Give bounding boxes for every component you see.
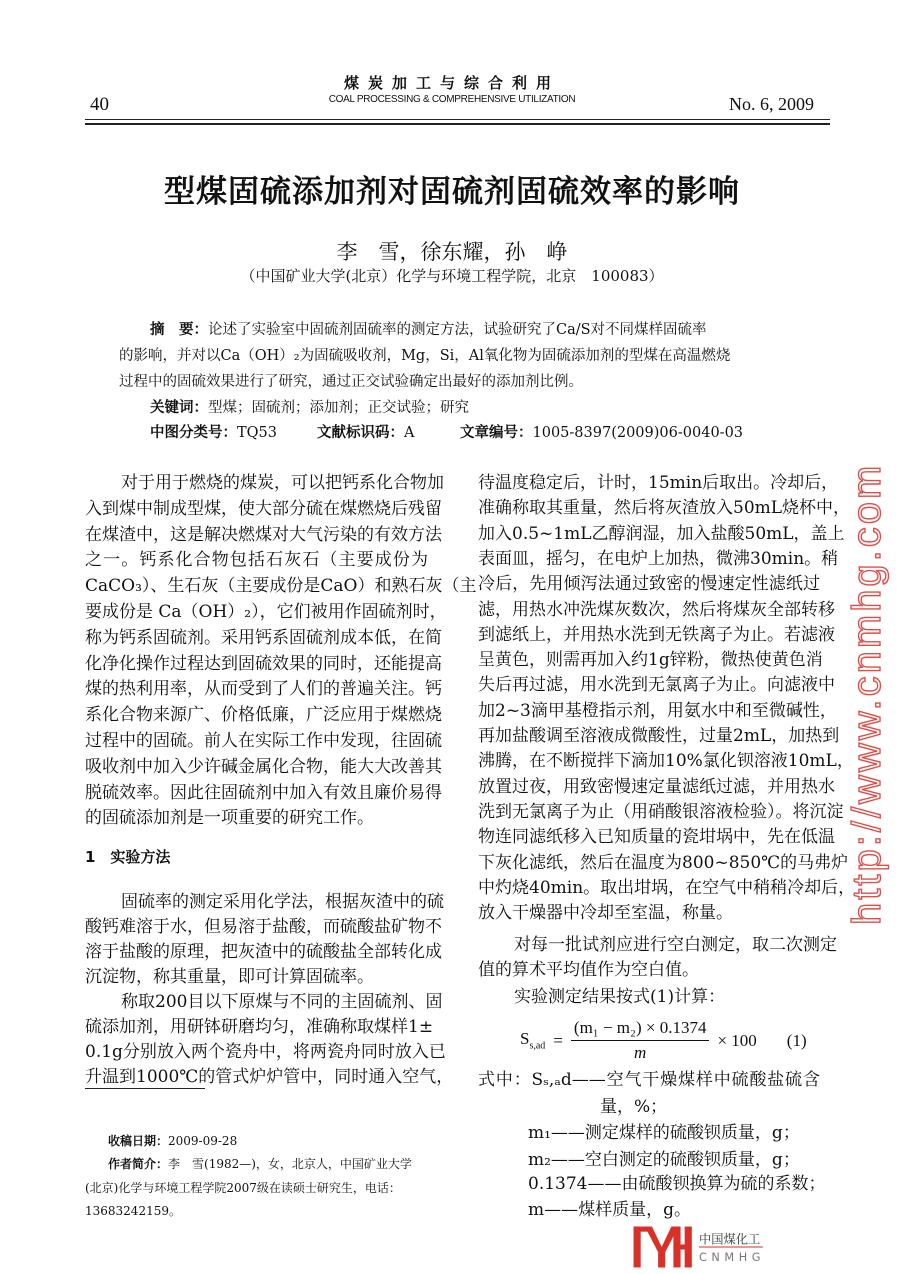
body-line: 呈黄色，则需再加入约1g锌粉，微热使黄色消 xyxy=(478,650,823,671)
paper-title: 型煤固硫添加剂对固硫剂固硫效率的影响 xyxy=(164,174,740,210)
body-line: 冷后，先用倾泻法通过致密的慢速定性滤纸过 xyxy=(478,574,820,595)
received-label: 收稿日期： xyxy=(108,1134,169,1148)
clc-number xyxy=(150,421,277,442)
issue-number: No. 6, 2009 xyxy=(729,94,814,114)
formula-fraction xyxy=(571,1018,710,1063)
body-line: 准确称取其重量，然后将灰渣放入50mL烧杯中， xyxy=(478,498,851,519)
body-line: 放置过夜，用致密慢速定量滤纸过滤，并用热水 xyxy=(478,776,835,797)
abstract-label: 摘 要： xyxy=(150,322,208,338)
header-rule xyxy=(85,119,830,125)
body-line: CaCO₃）、生石灰（主要成份是CaO）和熟石灰（主 xyxy=(85,576,477,597)
body-line: 失后再过滤，用水洗到无氯离子为止。向滤液中 xyxy=(478,675,835,696)
page-number: 40 xyxy=(90,94,109,115)
definition-line: 0.1374——由硫酸钡换算为硫的系数； xyxy=(528,1174,826,1194)
authors: 李 雪，徐东耀，孙 峥 xyxy=(336,240,568,264)
body-line: 固硫率的测定采用化学法，根据灰渣中的硫 xyxy=(121,892,444,912)
formula-lhs xyxy=(520,1029,545,1051)
author-bio-line-1 xyxy=(108,1155,412,1172)
body-line: 对每一批试剂应进行空白测定，取二次测定 xyxy=(514,935,837,955)
body-line: 称取200目以下原煤与不同的主固硫剂、固 xyxy=(121,992,443,1012)
body-line: 放入干燥器中冷却至室温，称量。 xyxy=(478,903,733,924)
journal-name-en: COAL PROCESSING & COMPREHENSIVE UTILIZATION xyxy=(328,94,576,105)
body-line: 系化合物来源广、价格低廉，广泛应用于煤燃烧 xyxy=(85,705,442,726)
definition-line: m₁——测定煤样的硫酸钡质量，g； xyxy=(528,1123,800,1143)
body-line: 过程中的固硫。前人在实际工作中发现，往固硫 xyxy=(85,731,442,751)
body-line: 滤，用热水冲洗煤灰数次，然后将煤灰全部转移 xyxy=(478,599,835,620)
body-line: 脱硫效率。因此往固硫剂中加入有效且廉价易得 xyxy=(85,782,442,803)
body-line: 化净化操作过程达到固硫效果的同时，还能提高 xyxy=(85,653,442,674)
author-bio-line-3: 13683242159。 xyxy=(85,1204,181,1218)
body-line: 沉淀物，称其重量，即可计算固硫率。 xyxy=(85,967,374,987)
definition-line: m₂——空白测定的硫酸钡质量，g； xyxy=(528,1150,800,1170)
body-line: 中灼烧40min。取出坩埚，在空气中稍稍冷却后， xyxy=(478,877,856,898)
cnmhg-logo xyxy=(600,1224,800,1270)
body-line: 洗到无氯离子为止（用硝酸银溶液检验）。将沉淀 xyxy=(478,801,844,822)
definition-line: m——煤样质量，g。 xyxy=(528,1200,692,1220)
body-line: 加入0.5~1mL乙醇润湿，加入盐酸50mL，盖上 xyxy=(478,523,845,544)
document-code-value: A xyxy=(404,425,415,441)
formula-lhs-symbol: S xyxy=(520,1029,530,1049)
body-line: 称为钙系固硫剂。采用钙系固硫剂成本低，在简 xyxy=(85,627,442,648)
article-number-value: 1005-8397(2009)06-0040-03 xyxy=(532,425,744,441)
body-line: 加2~3滴甲基橙指示剂，用氨水中和至微碱性， xyxy=(478,700,837,721)
formula-times: × 100 xyxy=(717,1030,757,1050)
abstract-line-2: 的影响，并对以Ca（OH）₂为固硫吸收剂，Mg，Si，Al氧化物为固硫添加剂的型煤在高温燃烧 xyxy=(119,348,731,364)
body-line: 在煤渣中，这是解决燃煤对大气污染的有效方法 xyxy=(85,524,442,545)
body-line: 下灰化滤纸，然后在温度为800~850℃的马弗炉 xyxy=(478,852,849,873)
body-line: 硫添加剂，用研钵研磨均匀，准确称取煤样1± xyxy=(85,1017,434,1037)
equation-number: (1) xyxy=(786,1030,807,1050)
body-line: 酸钙难溶于水，但易溶于盐酸，而硫酸盐矿物不 xyxy=(85,917,442,937)
body-line: 实验测定结果按式(1)计算： xyxy=(514,987,726,1007)
definition-line: 量，%； xyxy=(600,1097,668,1117)
clc-value: TQ53 xyxy=(237,425,278,441)
article-number xyxy=(460,421,743,442)
formula-lhs-subscript: s,ad xyxy=(529,1040,546,1052)
body-line: 煤的热利用率，从而受到了人们的普遍关注。钙 xyxy=(85,679,442,700)
logo-mark-icon xyxy=(600,1224,800,1270)
body-line: 到滤纸上，并用热水洗到无铁离子为止。若滤液 xyxy=(478,624,835,645)
body-line: 对于用于燃烧的煤炭，可以把钙系化合物加 xyxy=(121,473,444,493)
body-line: 溶于盐酸的原理，把灰渣中的硫酸盐全部转化成 xyxy=(85,942,442,962)
abstract-line-1 xyxy=(150,318,707,339)
body-line: 表面皿，摇匀，在电炉上加热，微沸30min。稍 xyxy=(478,548,839,569)
body-line: 吸收剂中加入少许碱金属化合物，能大大改善其 xyxy=(85,756,442,777)
author-bio-line-2: (北京)化学与环境工程学院2007级在读硕士研究生，电话： xyxy=(85,1181,401,1195)
footnote-rule xyxy=(85,1088,205,1089)
bio-label: 作者简介： xyxy=(108,1157,169,1171)
body-line: 之一。钙系化合物包括石灰石（主要成份为 xyxy=(85,550,428,571)
body-line: 的固硫添加剂是一项重要的研究工作。 xyxy=(85,808,374,829)
formula-numerator: (m₁ − m₂) × 0.1374 xyxy=(571,1018,710,1041)
body-line: 再加盐酸调至溶液成微酸性，过量2mL，加热到 xyxy=(478,726,840,746)
section-heading: 1 实验方法 xyxy=(85,848,171,866)
keywords-label: 关键词： xyxy=(150,400,208,416)
keywords-value: 型煤；固硫剂；添加剂；正交试验；研究 xyxy=(208,400,469,416)
logo-en-text: CNMHG xyxy=(698,1250,766,1264)
received-date xyxy=(108,1132,237,1149)
article-number-label: 文章编号： xyxy=(460,425,533,441)
body-line: 待温度稳定后，计时，15min后取出。冷却后， xyxy=(478,473,839,493)
body-line: 升温到1000℃的管式炉炉管中，同时通入空气， xyxy=(85,1067,454,1087)
body-line: 沸腾，在不断搅拌下滴加10%氯化钡溶液10mL， xyxy=(478,751,854,772)
affiliation: （中国矿业大学(北京）化学与环境工程学院，北京 100083） xyxy=(240,267,664,285)
body-line: 入到煤中制成型煤，使大部分硫在煤燃烧后残留 xyxy=(85,498,442,519)
formula-denominator: m xyxy=(634,1043,647,1062)
document-code xyxy=(317,421,414,442)
equation-1 xyxy=(520,1018,807,1063)
keywords xyxy=(150,396,469,417)
bio-text: 李 雪(1982—)，女，北京人，中国矿业大学 xyxy=(168,1157,412,1171)
body-line: 要成份是 Ca（OH）₂），它们被用作固硫剂时， xyxy=(85,602,447,622)
definition-line: 式中：Sₛ,ₐd——空气干燥煤样中硫酸盐硫含 xyxy=(478,1070,820,1090)
logo-cn-text: 中国煤化工 xyxy=(698,1232,761,1247)
document-code-label: 文献标识码： xyxy=(317,425,404,441)
watermark-text: http://www.cnmhg.com xyxy=(845,462,889,925)
clc-label: 中图分类号： xyxy=(150,425,237,441)
body-line: 物连同滤纸移入已知质量的瓷坩埚中，先在低温 xyxy=(478,827,835,848)
abstract-text: 论述了实验室中固硫剂固硫率的测定方法，试验研究了Ca/S对不同煤样固硫率 xyxy=(208,322,707,338)
formula-eq: = xyxy=(553,1030,563,1050)
body-line: 值的算术平均值作为空白值。 xyxy=(478,960,699,980)
received-value: 2009-09-28 xyxy=(168,1134,238,1148)
body-line: 0.1g分别放入两个瓷舟中，将两瓷舟同时放入已 xyxy=(85,1042,446,1062)
journal-name-cn: 煤炭加工与综合利用 xyxy=(343,74,560,92)
abstract-line-3: 过程中的固硫效果进行了研究，通过正交试验确定出最好的添加剂比例。 xyxy=(119,374,583,390)
